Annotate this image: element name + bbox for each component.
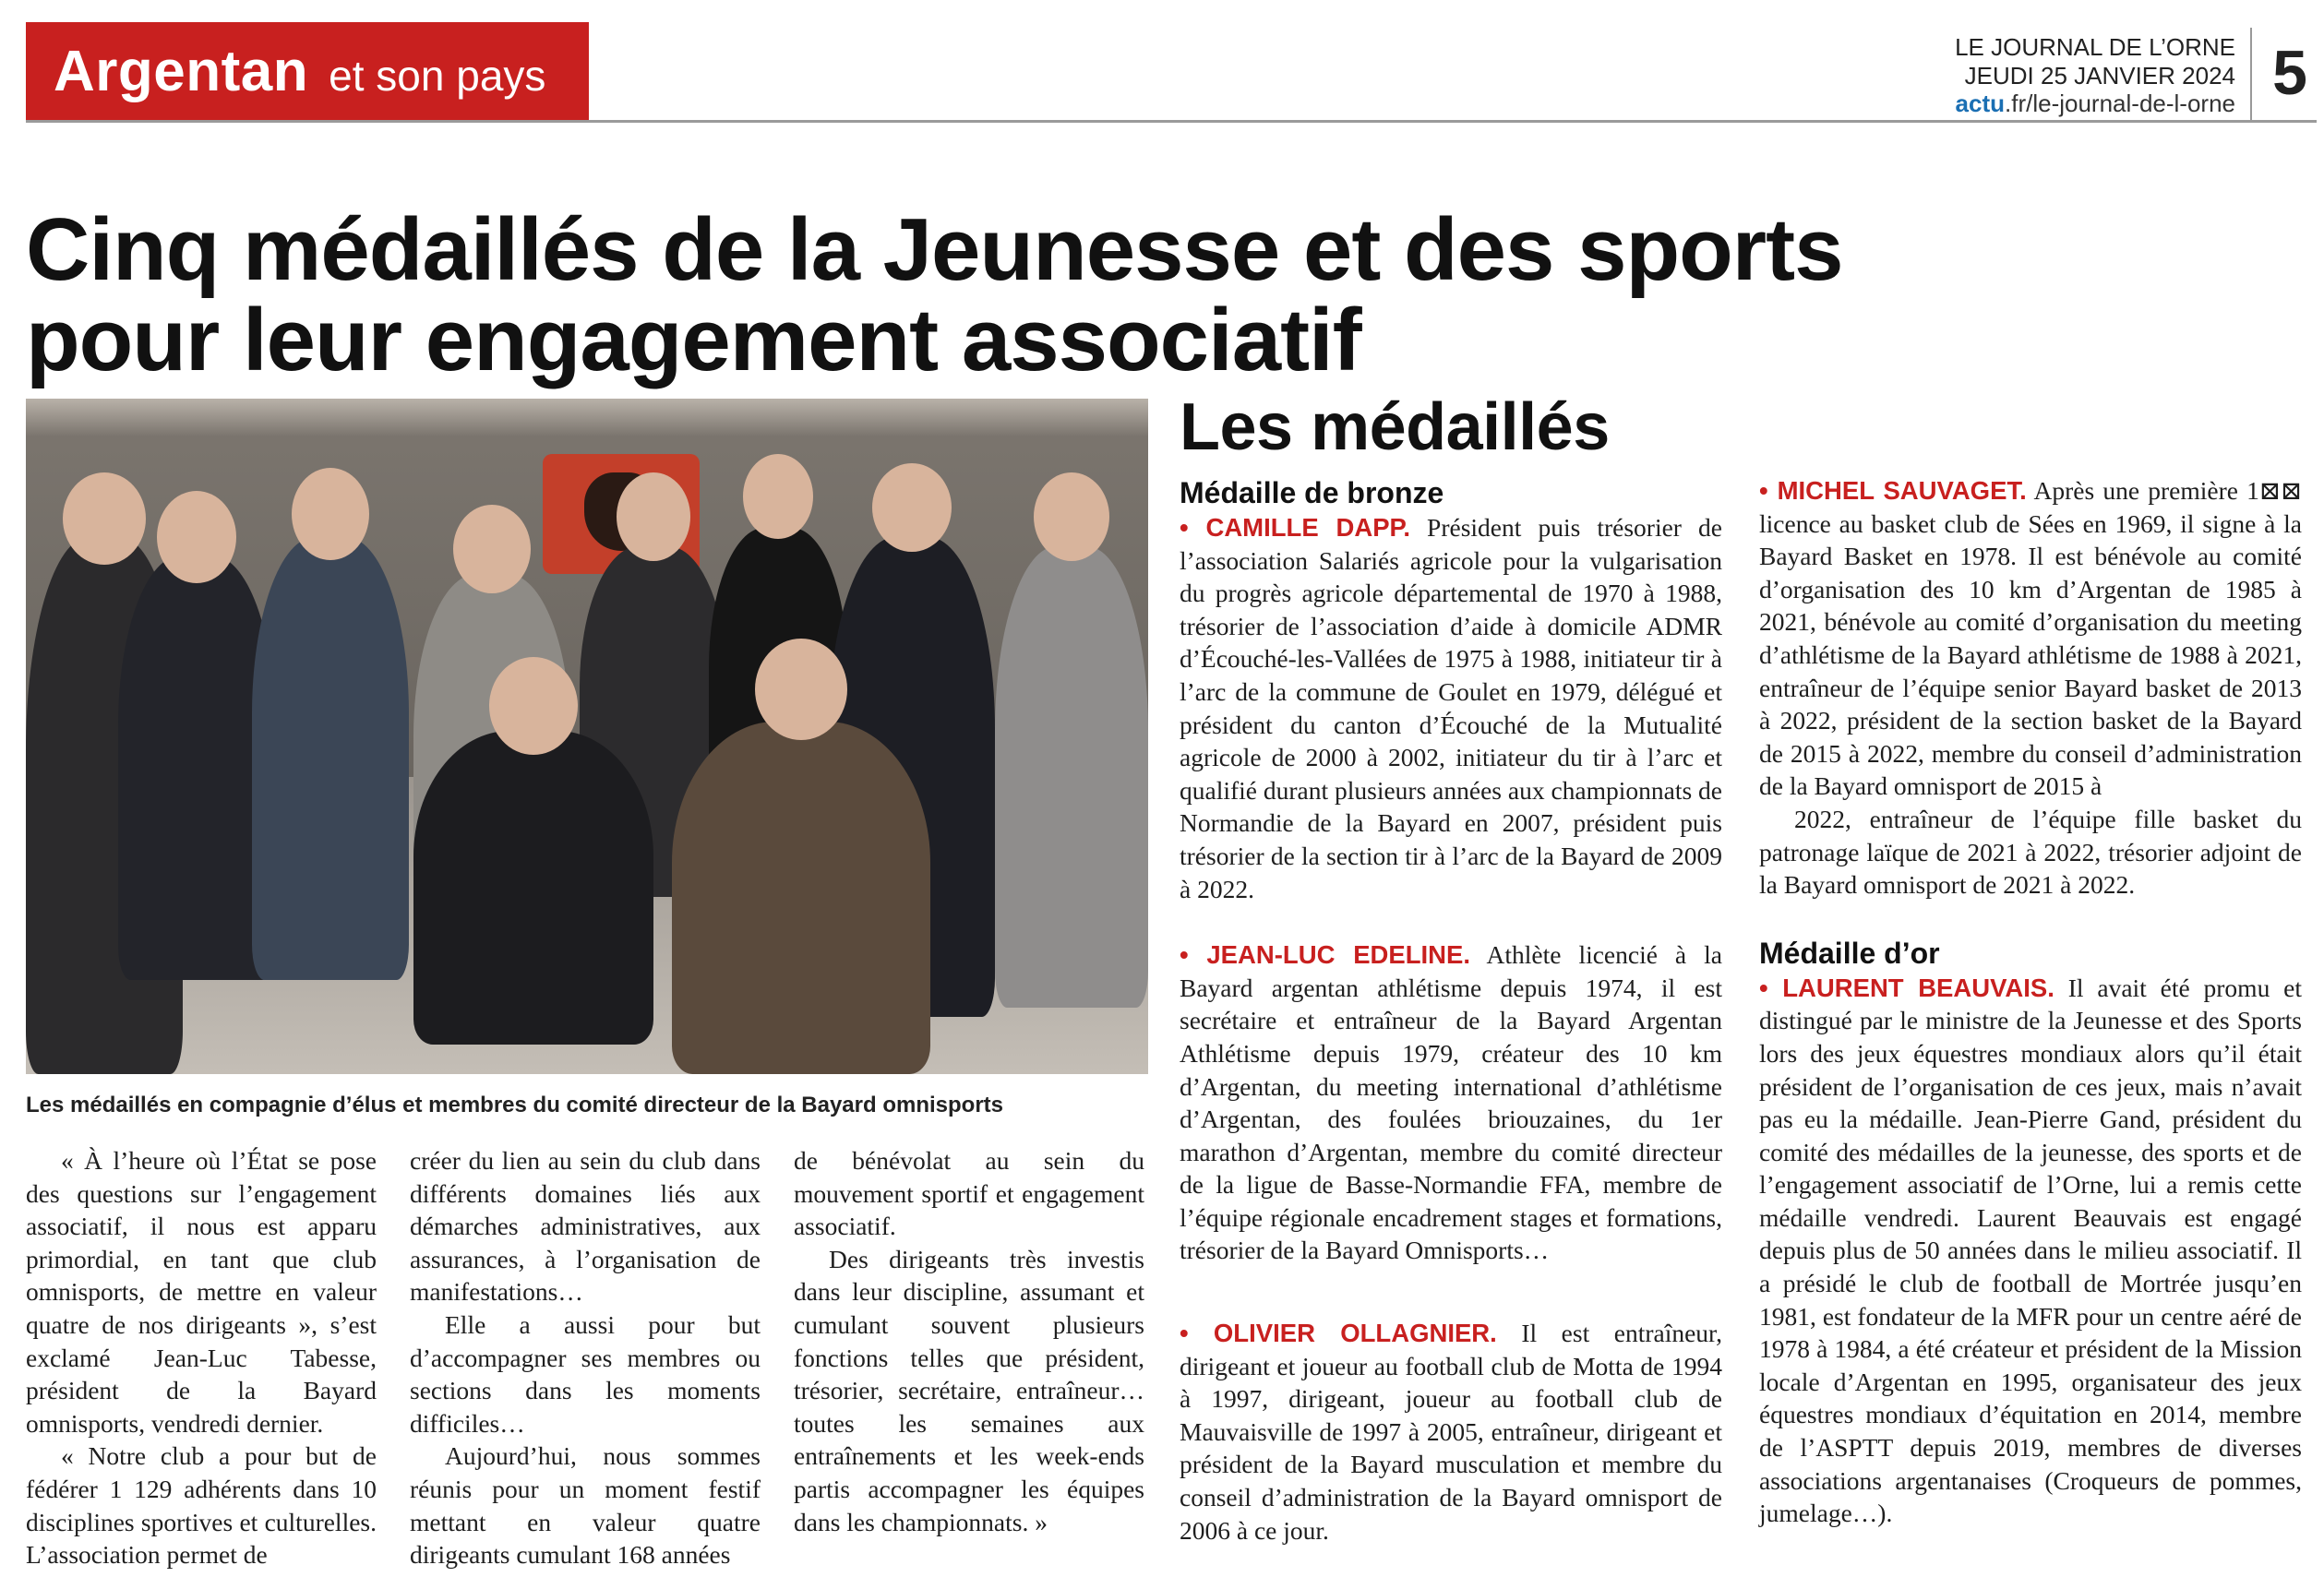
bronze-heading: Médaille de bronze (1180, 476, 1444, 509)
page-separator (2250, 28, 2252, 120)
headline-line-1: Cinq médaillés de la Jeunesse et des sports (26, 200, 1843, 299)
article-paragraph: créer du lien au sein du club dans différents domaines liés aux démarches administratives, aux assurances, à l’organisation de manifestations… (410, 1146, 761, 1307)
medalist-text: Il avait été promu et distingué par le ministre de la Jeunesse et des Sports lors des jeux équestres mondiaux alors qu’il était président de l’organisation de ces jeux, mais n’avait pas eu la médaille. Jean-Pierre Gand, président du comité des médailles de la jeunesse, des sports et de l’engagement associatif de l’Orne, lui a remis cette médaille vendredi. Laurent Beauvais est engagé depuis plus de 50 années dans le milieu associatif. Il a présidé le club de football de Mortrée jusqu’en 1981, est fondateur de la MFR pour un centre aéré de 1978 à 1984, a été créateur et président de la Mission locale d’Argentan en 1995, organisateur des jeux équestres mondiaux d’équitation en 2014, membre de l’ASPTT depuis 2019, membres de diverses associations argentanaises (Croqueurs de pommes, jumelage…). (1759, 973, 2302, 1528)
gold-heading: Médaille d’or (1759, 936, 1940, 970)
person-3 (252, 537, 409, 980)
article-paragraph: « À l’heure où l’État se pose des questions sur l’engagement associatif, il nous est apparu primordial, en tant que club omnisports, de mettre en valeur quatre de nos dirigeants », s’est exclamé Jean-Luc Tabesse, président de la Bayard omnisports, vendredi dernier. (26, 1146, 377, 1438)
medalist-name: • JEAN-LUC EDELINE. (1180, 940, 1471, 970)
article-column-1 (26, 1144, 377, 1571)
article-paragraph: de bénévolat au sein du mouvement sportif et engagement associatif. (794, 1146, 1144, 1241)
article-paragraph: « Notre club a pour but de fédérer 1 129 adhérents dans 10 disciplines sportives et culturelles. L’association permet de (26, 1441, 377, 1570)
section-subtitle: et son pays (329, 52, 546, 100)
medalist-entry (1180, 511, 1722, 905)
page-number: 5 (2272, 38, 2307, 108)
url-path: .fr/le-journal-de-l-orne (2005, 90, 2235, 118)
medalist-entry (1180, 1317, 1722, 1547)
site-url[interactable] (1955, 90, 2235, 118)
medalist-text: Président puis trésorier de l’association Salariés agricole pour la vulgarisation du progrès agricole départemental de 1970 à 1988, trésorier de l’association d’aide à domicile ADMR d’Écouché-les-Vallées de 1975 à 1988, initiateur tir à l’arc de la commune de Goulet en 1979, délégué et président du canton d’Écouché de la Mutualité agricole de 2000 à 2002, initiateur du tir à l’arc et qualifié durant plusieurs années aux championnats de Normandie de la Bayard en 2007, président puis trésorier de la section tir à l’arc de la Bayard de 2009 à 2022. (1180, 513, 1723, 903)
section-city: Argentan (54, 40, 309, 103)
photo-caption: Les médaillés en compagnie d’élus et membres du comité directeur de la Bayard omnisports (26, 1093, 1003, 1117)
medalist-text-continued: 2022, entraîneur de l’équipe fille basket du patronage laïque de 2021 à 2022, trésorier adjoint de la Bayard omnisport de 2021 à 2022. (1759, 804, 2302, 900)
person-8 (995, 546, 1148, 1008)
photo-ceiling (26, 399, 1148, 436)
medalist-entry (1180, 938, 1722, 1267)
medalist-name: • LAURENT BEAUVAIS. (1759, 973, 2054, 1002)
headline (26, 200, 1872, 389)
sidebar-column-2 (1759, 474, 2302, 1530)
medalist-name: • CAMILLE DAPP. (1180, 513, 1410, 542)
issue-date: JEUDI 25 JANVIER 2024 (1964, 61, 2235, 90)
article-paragraph: Elle a aussi pour but d’accompagner ses membres ou sections dans les moments difficiles… (410, 1309, 761, 1438)
medalist-text: Il est entraîneur, dirigeant et joueur au football club de Motta de 1994 à 1997, dirigeant, joueur au football club de Mauvaisville de 1997 à 2005, entraîneur, dirigeant et président de la Bayard musculation et membre du conseil d’administration de la Bayard omnisport de 2006 à ce jour. (1180, 1319, 1722, 1545)
seated-person-1 (413, 731, 653, 1045)
medalist-entry (1759, 474, 2302, 803)
article-paragraph: Des dirigeants très investis dans leur discipline, assumant et cumulant souvent plusieurs fonctions telles que président, trésorier, secrétaire, entraîneur… toutes les semaines aux entraînements et les week-ends partis accompagner les équipes dans les championnats. » (794, 1244, 1144, 1536)
header-rule (26, 120, 2317, 123)
seated-person-2 (672, 722, 930, 1074)
medalist-entry (1759, 972, 2302, 1530)
section-banner (26, 22, 589, 120)
group-photo (26, 399, 1148, 1074)
medalist-name: • MICHEL SAUVAGET. (1759, 476, 2027, 505)
paper-name: LE JOURNAL DE L’ORNE (1955, 33, 2235, 61)
sidebar-column-1 (1180, 474, 1722, 1547)
sidebar-title: Les médaillés (1180, 390, 1610, 464)
medalist-text: Athlète licencié à la Bayard argentan athlétisme depuis 1974, il est secrétaire et entraîneur de la Bayard Argentan Athlétisme depuis 1979, créateur des 10 km d’Argentan, du meeting international d’athlétisme d’Argentan, des foulées briouzaines, du 1er marathon d’Argentan, membre du comité directeur de la ligue de Basse-Normandie FFA, membre de l’équipe régionale encadrement stages et formations, trésorier de la Bayard Omnisports… (1180, 940, 1722, 1265)
article-column-2 (410, 1144, 761, 1571)
article-paragraph: Aujourd’hui, nous sommes réunis pour un moment festif mettant en valeur quatre dirigeants cumulant 168 années (410, 1441, 761, 1570)
masthead (1955, 33, 2235, 118)
headline-line-2: pour leur engagement associatif (26, 290, 1361, 389)
medalist-name: • OLIVIER OLLAGNIER. (1180, 1319, 1497, 1348)
medalist-text: Après une première 1⊠⊠ licence au basket club de Sées en 1969, il signe à la Bayard Basket en 1978. Il est bénévole au comité d’organisation des 10 km d’Argentan de 1985 à 2021, bénévole au comité d’organisation du meeting d’athlétisme de la Bayard athlétisme de 1988 à 2021, entraîneur de l’équipe senior Bayard basket de 2013 à 2022, président de la section basket de la Bayard de 2015 à 2022, membre du conseil d’administration de la Bayard omnisport de 2015 à (1759, 476, 2302, 801)
url-brand: actu (1955, 90, 2006, 118)
article-column-3 (794, 1144, 1144, 1538)
